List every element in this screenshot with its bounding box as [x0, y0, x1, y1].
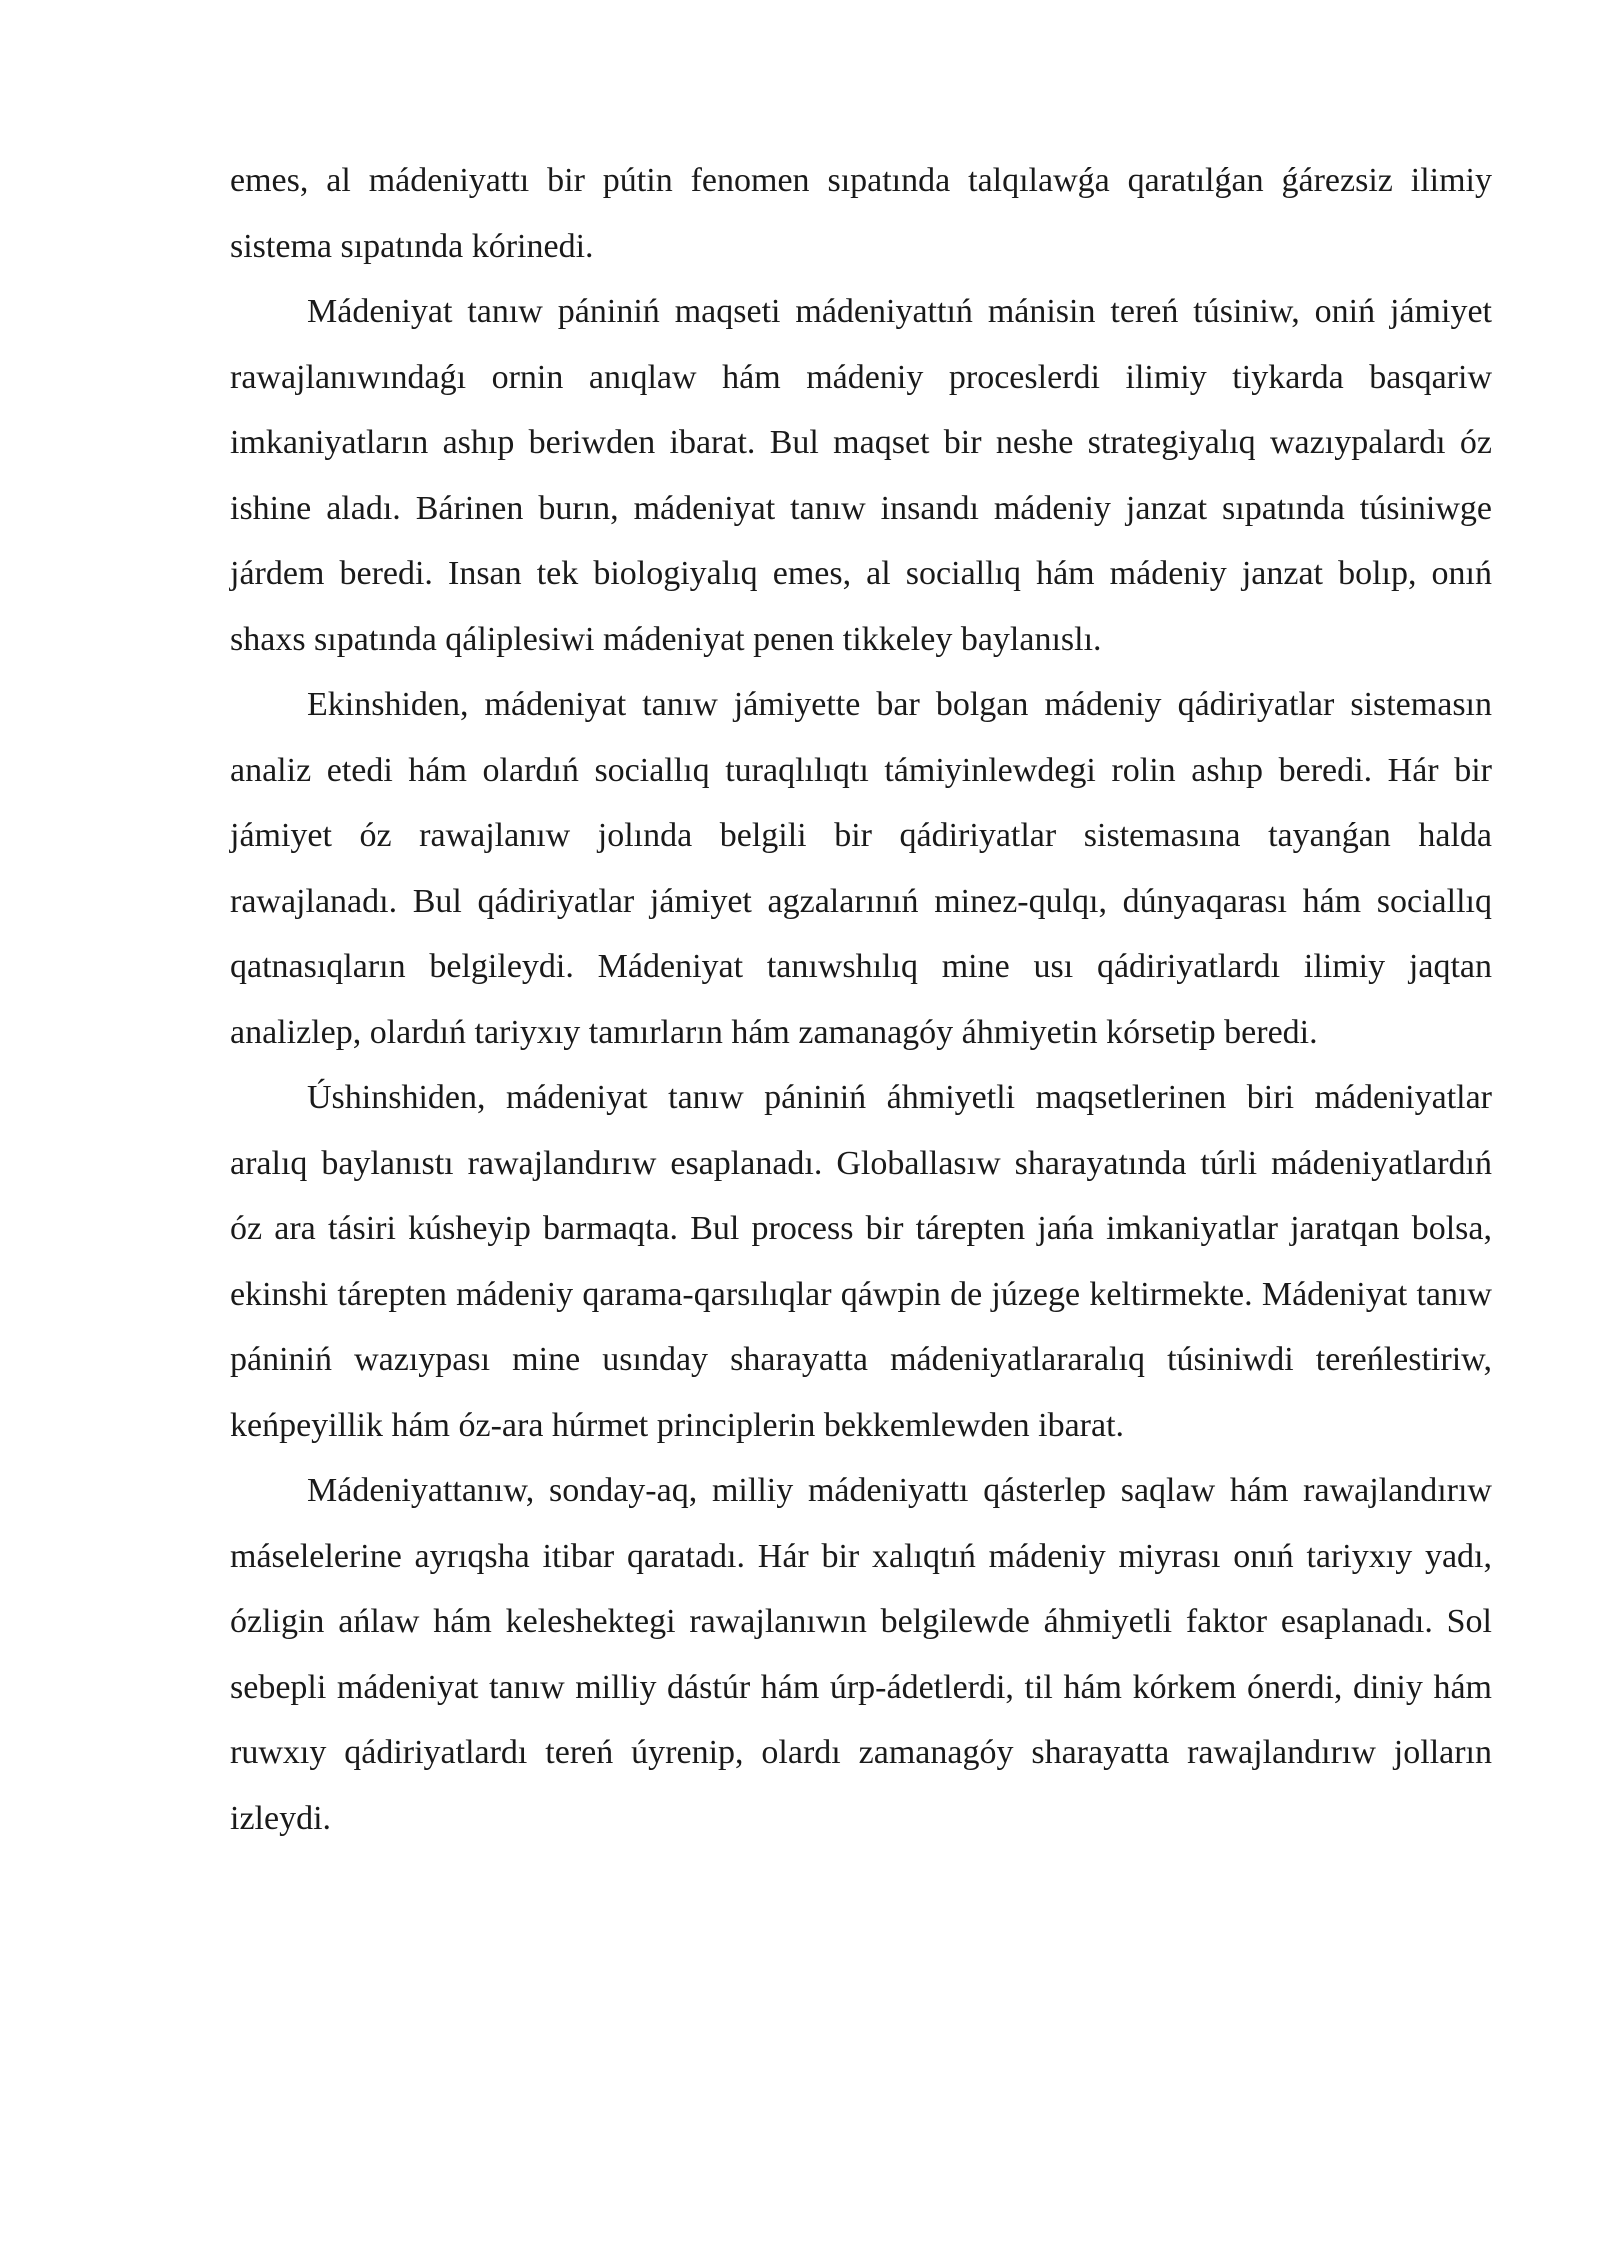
paragraph-third: Úshinshiden, mádeniyat tanıw pániniń áhmiyetli maqsetlerinen biri mádeniyatlar aralıq baylanıstı rawajlandırıw esaplanadı. Globallasıw sharayatında túrli mádeniyatlardıń óz ara tásiri kúsheyip barmaqta. Bul process bir tárepten jańa imkaniyatlar jaratqan bolsa, ekinshi tárepten mádeniy qarama-qarsılıqlar qáwpin de júzege keltirmekte. Mádeniyat tanıw pániniń wazıypası mine usınday sharayatta mádeniyatlararalıq túsiniwdi tereńlestiriw, keńpeyillik hám óz-ara húrmet principlerin bekkemlewden ibarat.: [230, 1079, 1492, 1444]
paragraph-national-culture: Mádeniyattanıw, sonday-aq, milliy mádeniyattı qásterlep saqlaw hám rawajlandırıw máselelerine ayrıqsha itibar qaratadı. Hár bir xalıqtıń mádeniy miyrası onıń tariyxıy yadı, ózligin ańlaw hám keleshektegi rawajlanıwın belgilewde áhmiyetli faktor esaplanadı. Sol sebepli mádeniyat tanıw milliy dástúr hám úrp-ádetlerdi, til hám kórkem ónerdi, diniy hám ruwxıy qádiriyatlardı tereń úyrenip, olardı zamanagóy sharayatta rawajlandırıw jolların izleydi.: [230, 1472, 1492, 1837]
paragraph-purpose: Mádeniyat tanıw pániniń maqseti mádeniyattıń mánisin tereń túsiniw, oniń jámiyet rawajlanıwındaǵı ornin anıqlaw hám mádeniy proceslerdi ilimiy tiykarda basqariw imkaniyatların ashıp beriwden ibarat. Bul maqset bir neshe strategiyalıq wazıypalardı óz ishine aladı. Bárinen burın, mádeniyat tanıw insandı mádeniy janzat sıpatında túsiniwge járdem beredi. Insan tek biologiyalıq emes, al sociallıq hám mádeniy janzat bolıp, onıń shaxs sıpatında qáliplesiwi mádeniyat penen tikkeley baylanıslı.: [230, 293, 1492, 658]
body-text: [230, 148, 1492, 1851]
paragraph-second: Ekinshiden, mádeniyat tanıw jámiyette bar bolgan mádeniy qádiriyatlar sistemasın analiz etedi hám olardıń sociallıq turaqlılıqtı támiyinlewdegi rolin ashıp beredi. Hár bir jámiyet óz rawajlanıw jolında belgili bir qádiriyatlar sistemasına tayanǵan halda rawajlanadı. Bul qádiriyatlar jámiyet agzalarınıń minez-qulqı, dúnyaqarası hám sociallıq qatnasıqların belgileydi. Mádeniyat tanıwshılıq mine usı qádiriyatlardı ilimiy jaqtan analizlep, olardıń tariyxıy tamırların hám zamanagóy áhmiyetin kórsetip beredi.: [230, 686, 1492, 1051]
paragraph-continuation: emes, al mádeniyattı bir pútin fenomen sıpatında talqılawǵa qaratılǵan ǵárezsiz ilimiy sistema sıpatında kórinedi.: [230, 162, 1492, 265]
